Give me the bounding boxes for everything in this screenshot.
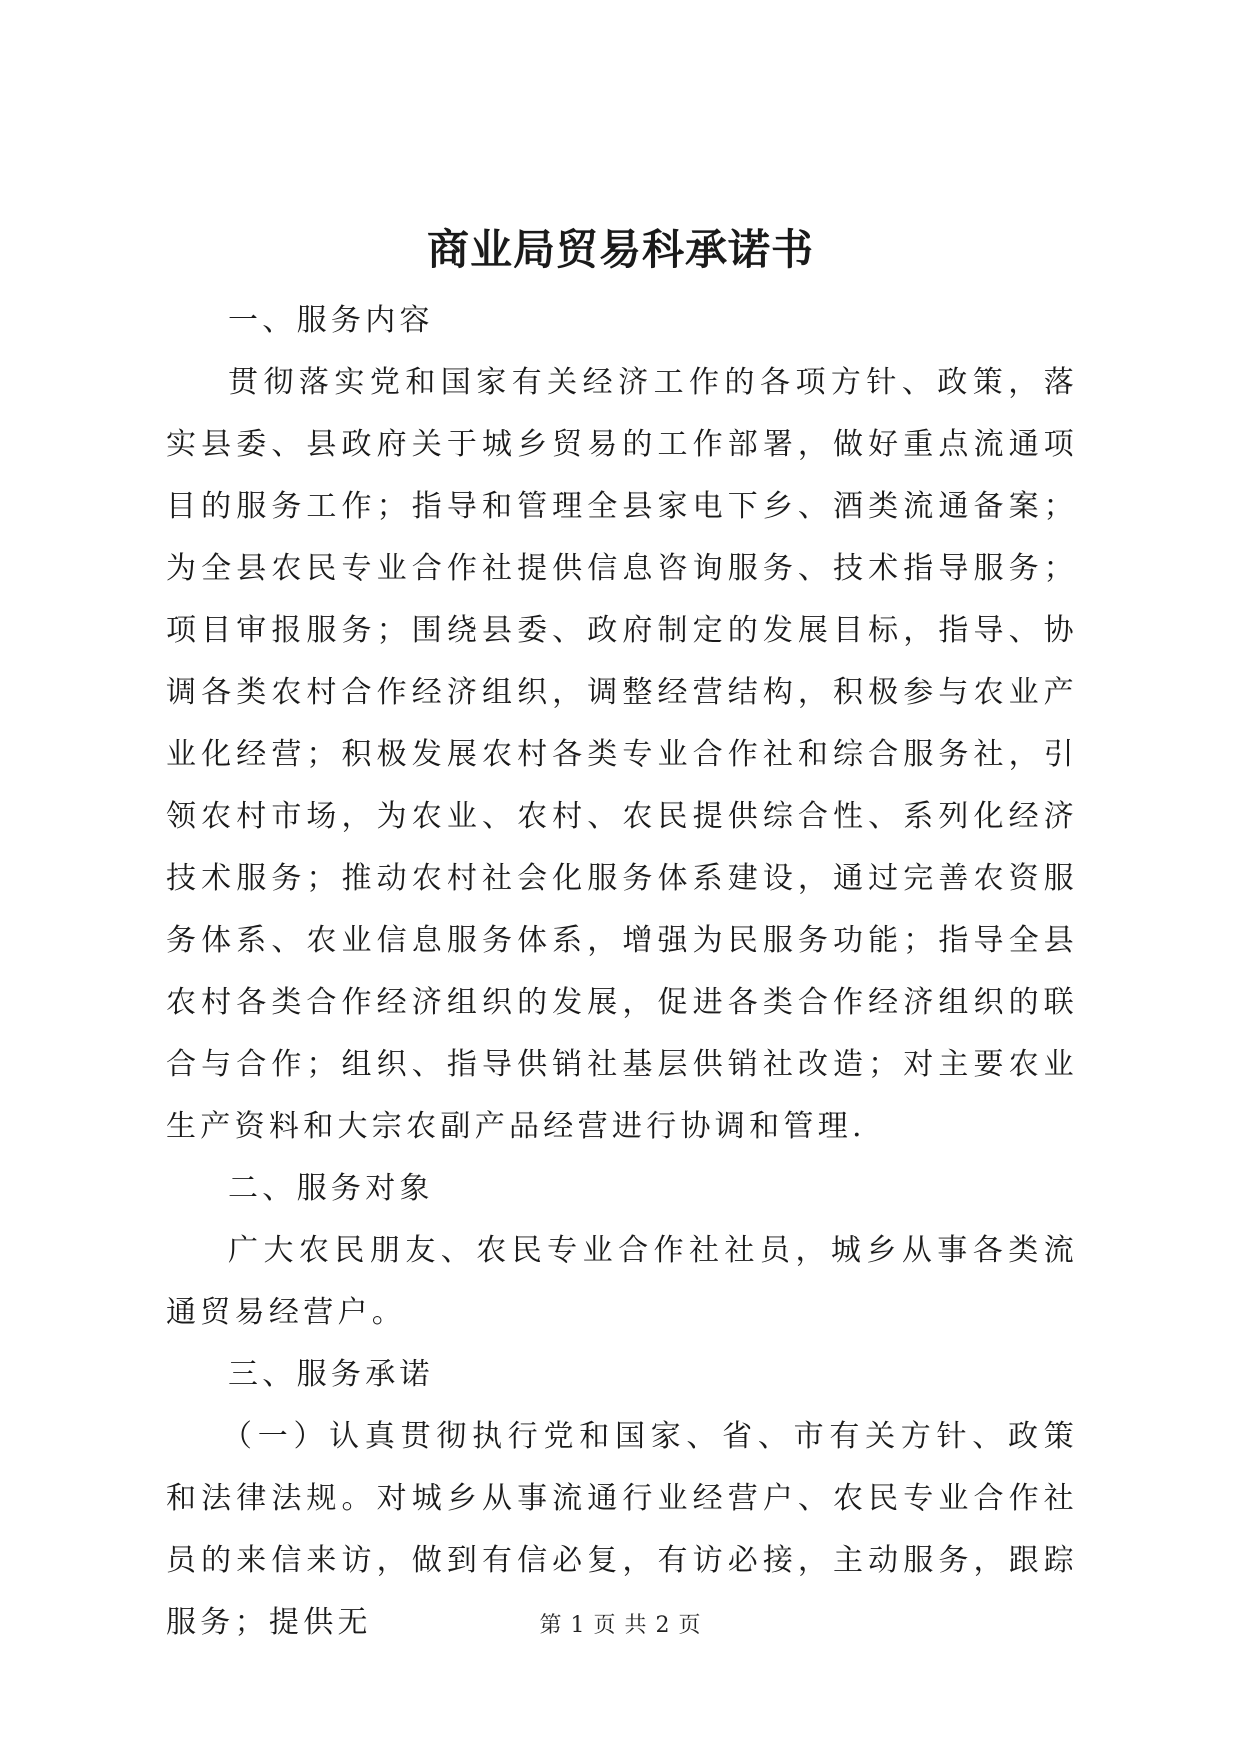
section-heading-service-content: 一、服务内容 <box>228 303 434 338</box>
page-number: 第 1 页 共 2 页 <box>539 1613 702 1638</box>
section-heading-service-target: 二、服务对象 <box>228 1171 434 1206</box>
document-title: 商业局贸易科承诺书 <box>426 225 814 274</box>
section-body-service-target: 广大农民朋友、农民专业合作社社员，城乡从事各类流通贸易经营户。 <box>166 1233 1078 1330</box>
document-body <box>166 290 1078 1654</box>
commitment-item-1: （一）认真贯彻执行党和国家、省、市有关方针、政策和法律法规。对城乡从事流通行业经营户、农民专业合作社员的来信来访，做到有信必复，有访必接，主动服务，跟踪服务；提供无 <box>166 1419 1078 1640</box>
section-heading-service-commitment: 三、服务承诺 <box>228 1357 434 1392</box>
section-body-service-content: 贯彻落实党和国家有关经济工作的各项方针、政策，落实县委、县政府关于城乡贸易的工作部署，做好重点流通项目的服务工作；指导和管理全县家电下乡、酒类流通备案；为全县农民专业合作社提供信息咨询服务、技术指导服务；项目审报服务；围绕县委、政府制定的发展目标，指导、协调各类农村合作经济组织，调整经营结构，积极参与农业产业化经营；积极发展农村各类专业合作社和综合服务社，引领农村市场，为农业、农村、农民提供综合性、系列化经济技术服务；推动农村社会化服务体系建设，通过完善农资服务体系、农业信息服务体系，增强为民服务功能；指导全县农村各类合作经济组织的发展，促进各类合作经济组织的联合与合作；组织、指导供销社基层供销社改造；对主要农业生产资料和大宗农副产品经营进行协调和管理. <box>166 365 1078 1144</box>
